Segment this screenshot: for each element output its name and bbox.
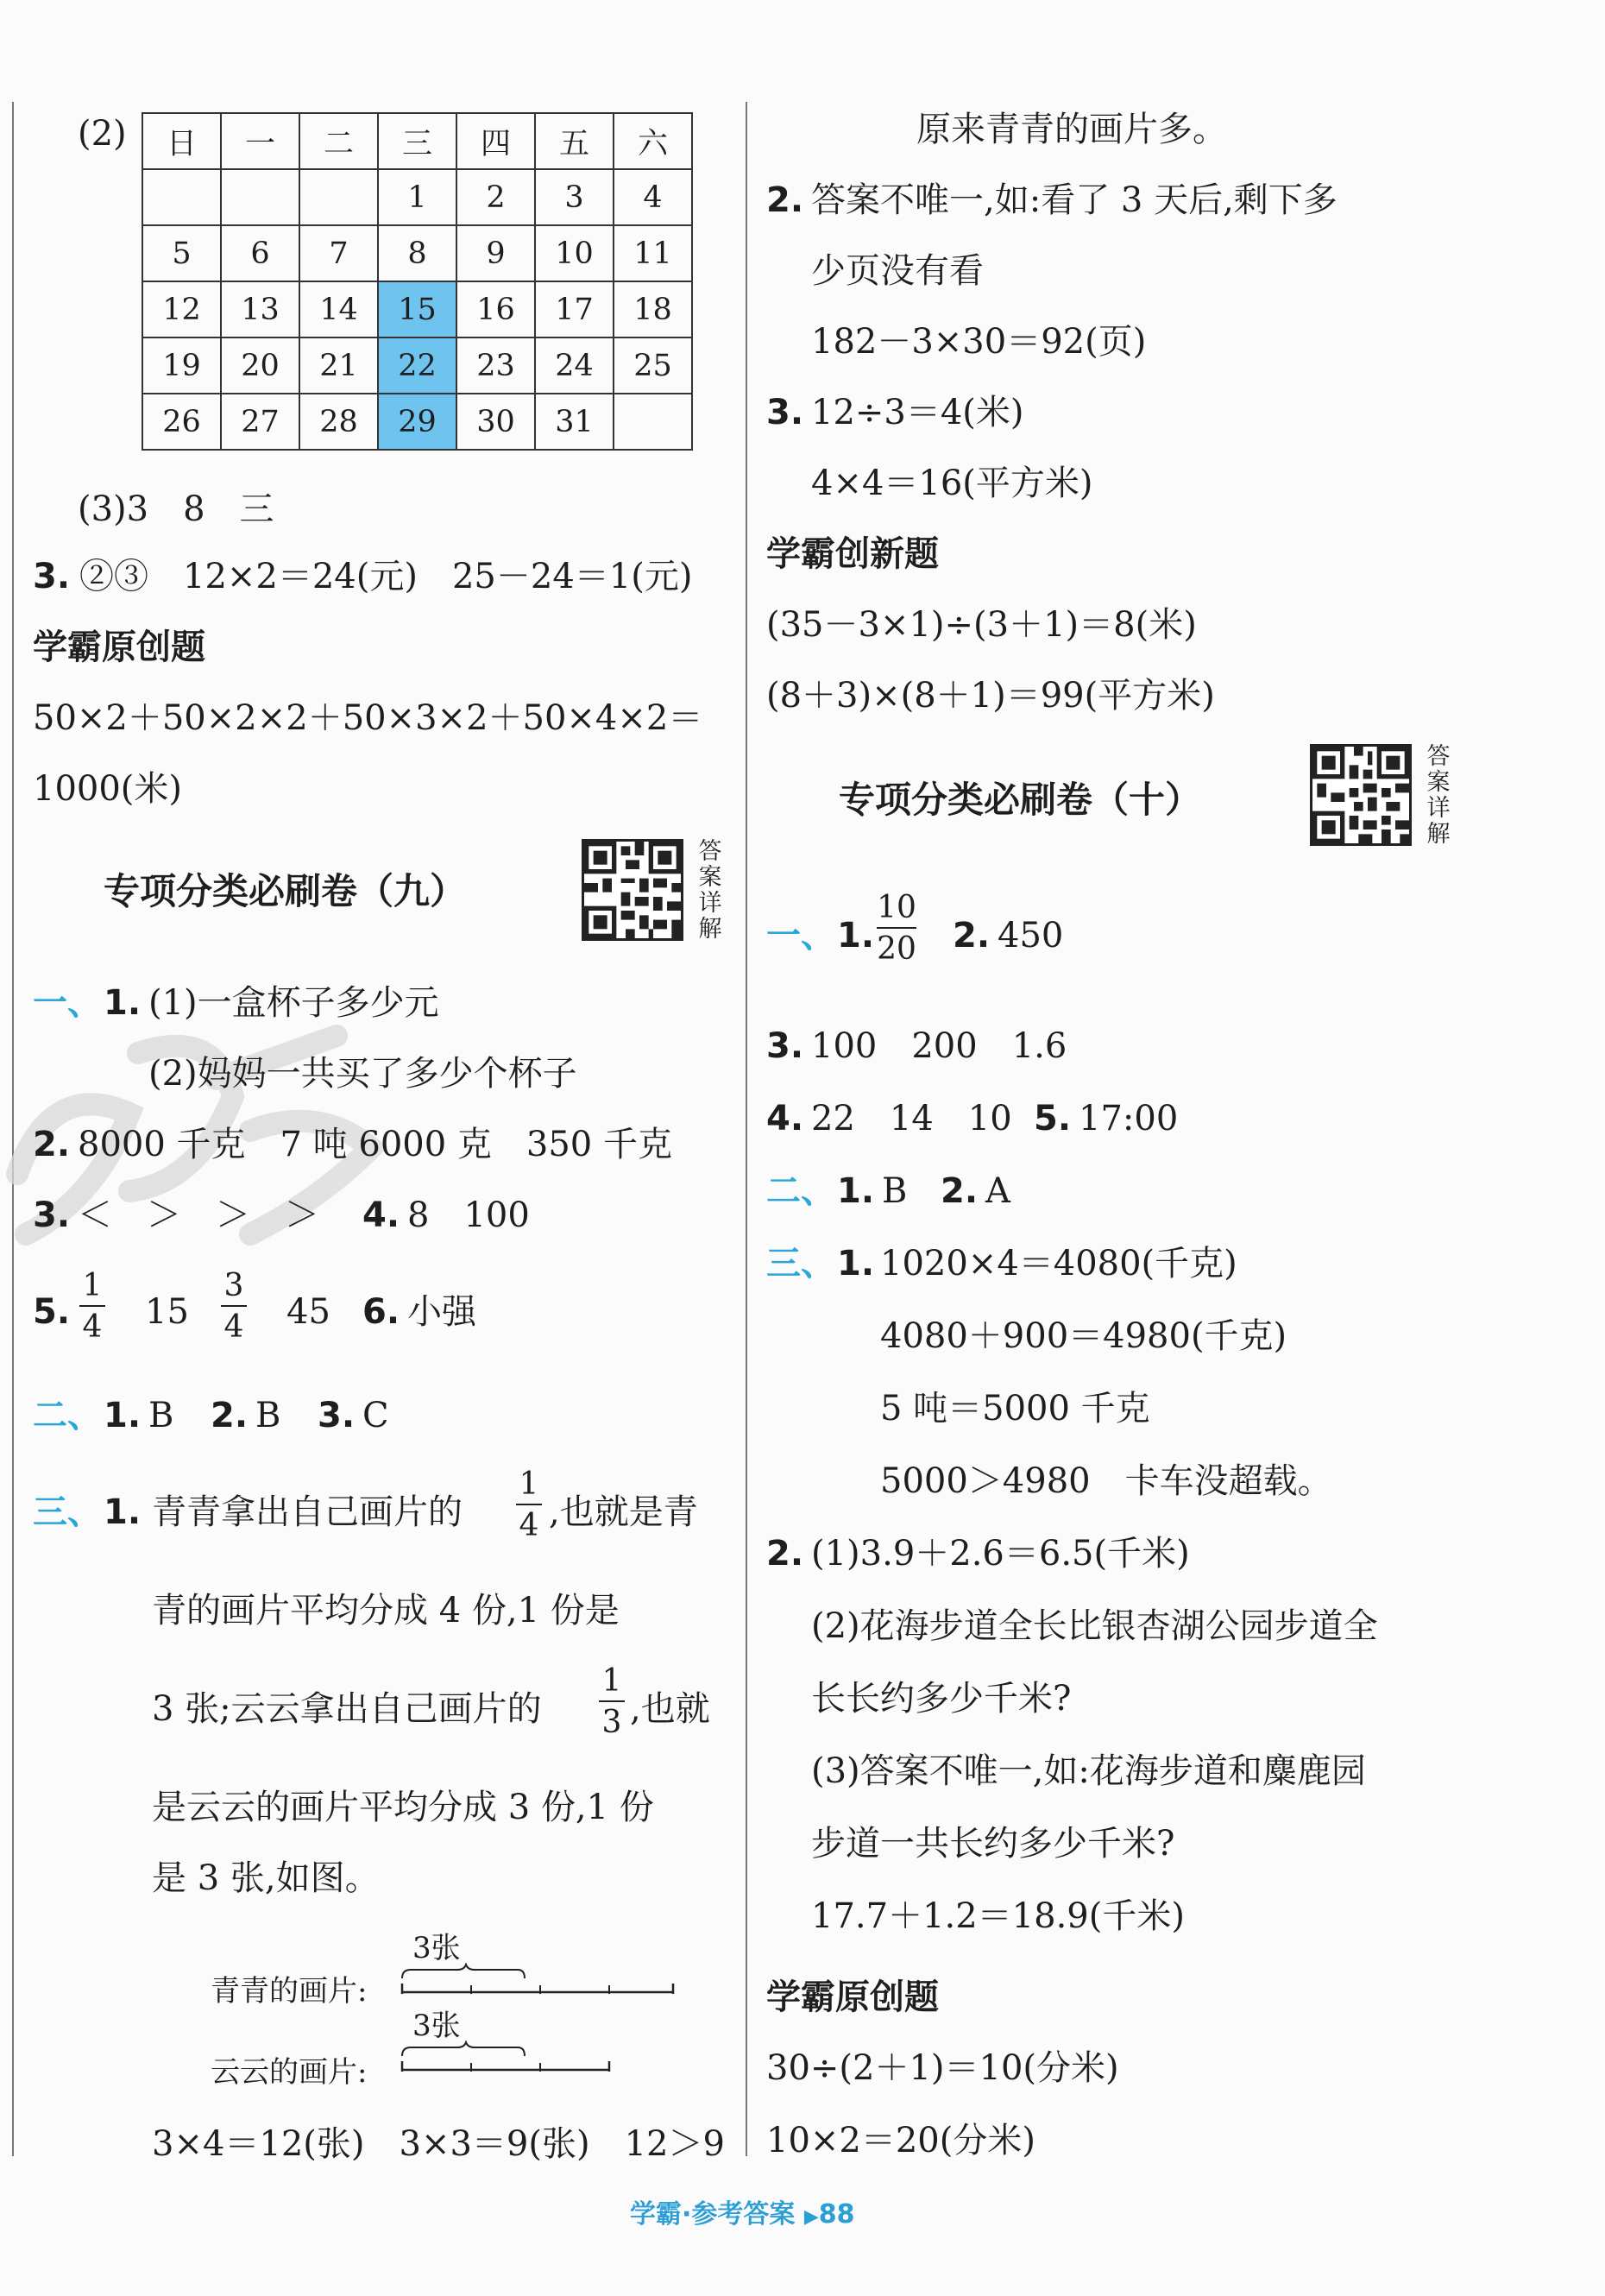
answer-part-3: (3)3 8 三 bbox=[78, 489, 274, 529]
answer-text: (1)一盒杯子多少元 bbox=[148, 983, 439, 1023]
answer-text: 1020×4＝4080(千克) bbox=[880, 1244, 1237, 1284]
calendar-cell: 1 bbox=[378, 169, 456, 225]
calendar-table bbox=[142, 112, 693, 451]
question-number: 5. bbox=[33, 1292, 71, 1332]
calendar-header: 六 bbox=[614, 113, 692, 169]
calendar-cell: 26 bbox=[142, 394, 221, 450]
question-number: 3. bbox=[318, 1396, 356, 1435]
diagram-top-label: 3张 bbox=[412, 1931, 461, 1965]
part-marker: 一、 bbox=[33, 983, 102, 1023]
calendar-cell: 6 bbox=[221, 225, 299, 281]
calendar-cell: 18 bbox=[614, 281, 692, 337]
calendar-cell-highlighted: 22 bbox=[378, 337, 456, 394]
diagram-label-qingqing: 青青的画片: bbox=[211, 1974, 368, 2009]
calendar-cell: 24 bbox=[535, 337, 614, 394]
answer-text: B bbox=[255, 1396, 281, 1435]
calendar-cell: 3 bbox=[535, 169, 614, 225]
answer-text: 17:00 bbox=[1079, 1099, 1179, 1139]
section-title-10: 专项分类必刷卷（十） bbox=[839, 779, 1202, 821]
answer-text: 4×4＝16(平方米) bbox=[811, 464, 1093, 503]
question-number: 4. bbox=[362, 1195, 400, 1235]
question-number: 3. bbox=[766, 393, 804, 432]
question-number: 3. bbox=[33, 557, 71, 596]
answer-text: 22 14 10 bbox=[811, 1099, 1012, 1139]
question-number: 3. bbox=[33, 1195, 71, 1235]
answer-text: (35－3×1)÷(3＋1)＝8(米) bbox=[766, 605, 1197, 645]
part-marker: 二、 bbox=[33, 1396, 102, 1435]
question-number: 1. bbox=[104, 1396, 142, 1435]
question-number: 2. bbox=[33, 1125, 71, 1164]
footer-dot: · bbox=[682, 2199, 692, 2230]
answer-text: 是 3 张,如图。 bbox=[152, 1858, 380, 1898]
calendar-row bbox=[142, 225, 692, 281]
calendar-cell bbox=[221, 169, 299, 225]
section-heading-original: 学霸原创题 bbox=[33, 628, 205, 667]
calendar-cell: 9 bbox=[456, 225, 535, 281]
answer-text: 是云云的画片平均分成 3 份,1 份 bbox=[152, 1788, 654, 1827]
fraction: 1 3 bbox=[599, 1666, 625, 1738]
calendar-header: 日 bbox=[142, 113, 221, 169]
question-number: 6. bbox=[362, 1292, 400, 1332]
calendar-cell: 20 bbox=[221, 337, 299, 394]
fraction: 1 4 bbox=[79, 1271, 105, 1343]
answer-text: 8 100 bbox=[407, 1195, 530, 1235]
answer-text: 8000 千克 7 吨 6000 克 350 千克 bbox=[78, 1125, 672, 1164]
answer-text: (8＋3)×(8＋1)＝99(平方米) bbox=[766, 676, 1215, 716]
calendar-header: 一 bbox=[221, 113, 299, 169]
question-number: 5. bbox=[1034, 1099, 1072, 1139]
calendar-header: 三 bbox=[378, 113, 456, 169]
calendar-row bbox=[142, 394, 692, 450]
calendar-cell: 11 bbox=[614, 225, 692, 281]
question-number: 1. bbox=[104, 1492, 142, 1532]
answer-text: (2)妈妈一共买了多少个杯子 bbox=[148, 1054, 577, 1094]
answer-text: 少页没有看 bbox=[811, 251, 984, 291]
question-number: 4. bbox=[766, 1099, 804, 1139]
calendar-cell: 13 bbox=[221, 281, 299, 337]
calendar-cell: 4 bbox=[614, 169, 692, 225]
calendar-header: 二 bbox=[299, 113, 378, 169]
calendar-cell bbox=[614, 394, 692, 450]
calendar-cell: 25 bbox=[614, 337, 692, 394]
answer-text: 12÷3＝4(米) bbox=[811, 393, 1024, 432]
qr-label: 答案详解 bbox=[1426, 743, 1451, 848]
calendar-cell: 16 bbox=[456, 281, 535, 337]
calendar-row bbox=[142, 281, 692, 337]
answer-text: ,也就是青 bbox=[549, 1492, 698, 1532]
answer-text: 3 张;云云拿出自己画片的 bbox=[152, 1689, 542, 1729]
question-number: 1. bbox=[837, 916, 875, 956]
diagram-top-label: 3张 bbox=[412, 2009, 461, 2043]
fraction: 3 4 bbox=[221, 1271, 247, 1343]
calendar-cell-highlighted: 15 bbox=[378, 281, 456, 337]
answer-text: 45 bbox=[286, 1292, 330, 1332]
answer-text: 450 bbox=[998, 916, 1064, 956]
answer-text: 5000＞4980 卡车没超载。 bbox=[880, 1461, 1332, 1501]
calendar-cell: 30 bbox=[456, 394, 535, 450]
qr-label: 答案详解 bbox=[698, 838, 722, 943]
calendar-row bbox=[142, 169, 692, 225]
calendar-cell: 28 bbox=[299, 394, 378, 450]
section-heading-original: 学霸原创题 bbox=[766, 1977, 939, 2017]
calendar-cell: 23 bbox=[456, 337, 535, 394]
question-number: 1. bbox=[837, 1171, 875, 1211]
answer-text: 50×2＋50×2×2＋50×3×2＋50×4×2＝ bbox=[33, 698, 703, 738]
answer-text: ,也就 bbox=[630, 1689, 710, 1729]
line-diagram-yunyun bbox=[397, 2041, 621, 2075]
column-divider bbox=[746, 102, 747, 2156]
diagram-label-yunyun: 云云的画片: bbox=[211, 2055, 368, 2090]
calendar-cell: 19 bbox=[142, 337, 221, 394]
answer-text: (1)3.9＋2.6＝6.5(千米) bbox=[811, 1534, 1190, 1574]
answer-text: (3)答案不唯一,如:花海步道和麋鹿园 bbox=[811, 1751, 1366, 1791]
answer-text: 100 200 1.6 bbox=[811, 1026, 1067, 1066]
calendar-cell: 31 bbox=[535, 394, 614, 450]
calendar-header: 四 bbox=[456, 113, 535, 169]
page-footer bbox=[630, 2192, 855, 2230]
calendar-cell: 14 bbox=[299, 281, 378, 337]
answer-text: ②③ 12×2＝24(元) 25－24＝1(元) bbox=[79, 557, 693, 596]
question-number: 1. bbox=[837, 1244, 875, 1284]
answer-text: 3×4＝12(张) 3×3＝9(张) 12＞9 bbox=[152, 2124, 725, 2164]
answer-text: 17.7＋1.2＝18.9(千米) bbox=[811, 1896, 1185, 1936]
part-marker: 三、 bbox=[33, 1492, 102, 1532]
question-number: 2. bbox=[941, 1171, 979, 1211]
question-number: 2. bbox=[211, 1396, 249, 1435]
answer-text: 5 吨＝5000 千克 bbox=[880, 1389, 1150, 1429]
calendar-cell: 2 bbox=[456, 169, 535, 225]
question-number: 2. bbox=[766, 1534, 804, 1574]
footer-brand: 学霸 bbox=[630, 2199, 682, 2230]
calendar-row bbox=[142, 337, 692, 394]
fraction: 10 20 bbox=[877, 890, 916, 967]
answer-text: B bbox=[148, 1396, 174, 1435]
answer-text: B bbox=[882, 1171, 908, 1211]
calendar-label: (2) bbox=[78, 114, 127, 154]
part-marker: 三、 bbox=[766, 1244, 835, 1284]
answer-text: 1000(米) bbox=[33, 769, 183, 809]
answer-text: 步道一共长约多少千米? bbox=[811, 1824, 1175, 1864]
answer-text: 10×2＝20(分米) bbox=[766, 2121, 1035, 2160]
question-number: 2. bbox=[953, 916, 991, 956]
answer-text: 原来青青的画片多。 bbox=[916, 110, 1227, 149]
calendar-cell: 12 bbox=[142, 281, 221, 337]
answer-text: 长长约多少千米? bbox=[811, 1679, 1072, 1719]
calendar-header: 五 bbox=[535, 113, 614, 169]
calendar-cell: 5 bbox=[142, 225, 221, 281]
part-marker: 一、 bbox=[766, 916, 835, 956]
calendar-cell: 21 bbox=[299, 337, 378, 394]
question-number: 1. bbox=[104, 983, 142, 1023]
answer-text: 青的画片平均分成 4 份,1 份是 bbox=[152, 1591, 620, 1631]
fraction: 1 4 bbox=[516, 1469, 542, 1542]
page-number: 88 bbox=[818, 2199, 855, 2230]
question-number: 2. bbox=[766, 180, 804, 220]
footer-text: 参考答案 bbox=[691, 2199, 796, 2230]
calendar-cell: 7 bbox=[299, 225, 378, 281]
answer-text: 青青拿出自己画片的 bbox=[152, 1492, 463, 1532]
qr-code-icon bbox=[582, 839, 683, 941]
answer-text: 182－3×30＝92(页) bbox=[811, 322, 1147, 362]
calendar-cell-highlighted: 29 bbox=[378, 394, 456, 450]
calendar-cell: 17 bbox=[535, 281, 614, 337]
calendar-header-row bbox=[142, 113, 692, 169]
question-number: 3. bbox=[766, 1026, 804, 1066]
answer-text: ＜ ＞ ＞ ＞ bbox=[78, 1195, 319, 1235]
answer-text: 30÷(2＋1)＝10(分米) bbox=[766, 2048, 1119, 2088]
answer-text: 答案不唯一,如:看了 3 天后,剩下多 bbox=[811, 180, 1338, 220]
line-diagram-qingqing bbox=[397, 1963, 682, 1997]
calendar-cell bbox=[299, 169, 378, 225]
calendar-cell: 8 bbox=[378, 225, 456, 281]
answer-text: C bbox=[362, 1396, 389, 1435]
qr-code-icon bbox=[1310, 744, 1412, 846]
calendar-cell: 10 bbox=[535, 225, 614, 281]
answer-text: 小强 bbox=[407, 1292, 476, 1332]
answer-text: 4080＋900＝4980(千克) bbox=[880, 1316, 1287, 1356]
calendar-cell: 27 bbox=[221, 394, 299, 450]
answer-text: A bbox=[985, 1171, 1010, 1211]
part-marker: 二、 bbox=[766, 1171, 835, 1211]
section-title-9: 专项分类必刷卷（九） bbox=[104, 870, 467, 912]
answer-text: 15 bbox=[145, 1292, 189, 1332]
calendar-cell bbox=[142, 169, 221, 225]
answer-text: (2)花海步道全长比银杏湖公园步道全 bbox=[811, 1606, 1378, 1646]
footer-arrow-icon: ▶ bbox=[803, 2206, 819, 2228]
section-heading-innovation: 学霸创新题 bbox=[766, 534, 939, 574]
